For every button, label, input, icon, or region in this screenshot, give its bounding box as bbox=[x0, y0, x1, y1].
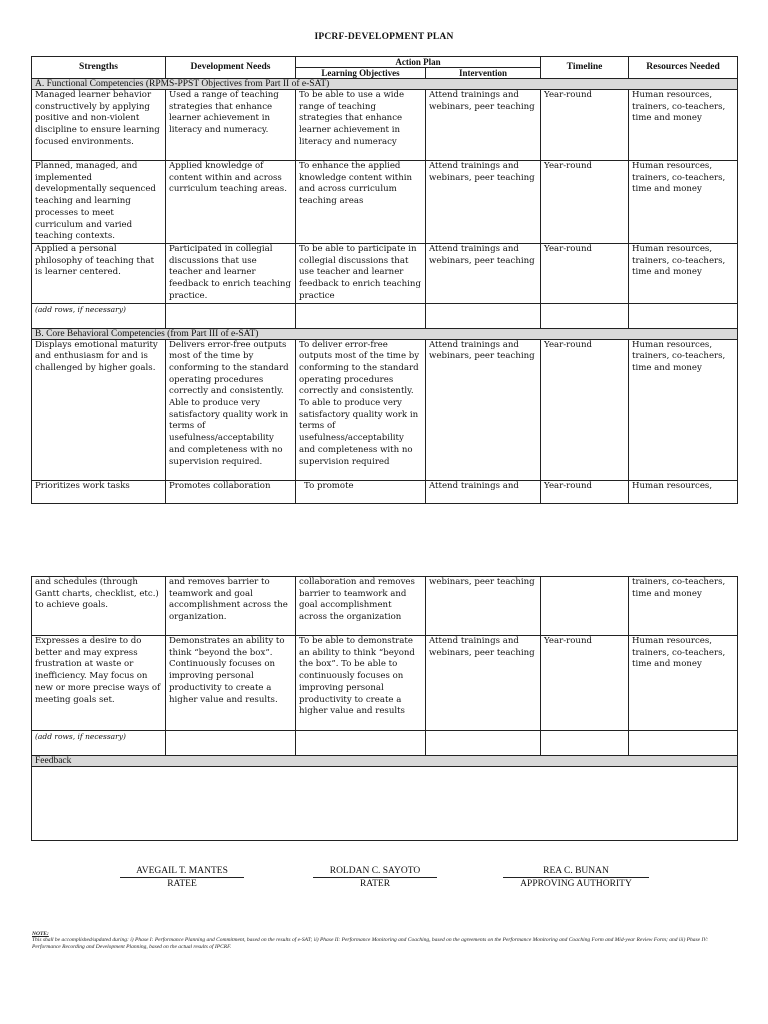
development-need-cell: Participated in collegial discussions that use teacher and learner feedback to enrich teaching practice. bbox=[166, 244, 296, 304]
learning-objective-cell: To promote bbox=[296, 480, 426, 503]
learning-objective-cell: collaboration and removes barrier to teamwork and goal accomplishment across the organization bbox=[296, 577, 426, 636]
timeline-cell bbox=[541, 577, 629, 636]
empty-cell bbox=[296, 731, 426, 756]
strength-cell: Managed learner behavior constructively by applying positive and non-violent discipline to ensure learning focused environments. bbox=[32, 90, 166, 161]
section-b-heading: B. Core Behavioral Competencies (from Part III of e-SAT) bbox=[32, 328, 738, 339]
resources-cell: Human resources, trainers, co-teachers, time and money bbox=[629, 244, 738, 304]
intervention-cell: Attend trainings and webinars, peer teaching bbox=[426, 161, 541, 244]
empty-cell bbox=[629, 731, 738, 756]
ratee-name: AVEGAIL T. MANTES bbox=[120, 866, 244, 878]
empty-cell bbox=[541, 731, 629, 756]
strength-cell: Planned, managed, and implemented developmentally sequenced teaching and learning processes to meet curriculum and varied teaching contexts. bbox=[32, 161, 166, 244]
approving-authority-role: APPROVING AUTHORITY bbox=[520, 879, 632, 889]
development-need-cell: and removes barrier to teamwork and goal accomplishment across the organization. bbox=[166, 577, 296, 636]
signature-approving-authority bbox=[503, 866, 649, 889]
timeline-cell: Year-round bbox=[541, 161, 629, 244]
footnote-text: This shall be accomplished/updated during: i) Phase I: Performance Planning and Commitment, based on the results of e-SAT; ii) Phase II: Performance Monitoring and Coaching, based on the agreements on the Performance Monitoring and Coaching Form and Mid-year Review Form; and iii) Phase IV: Performance Recording and Development Planning, based on the actual results of IPCRF. bbox=[32, 937, 709, 950]
rater-role: RATER bbox=[359, 879, 391, 889]
signature-rater bbox=[313, 866, 437, 889]
rater-name: ROLDAN C. SAYOTO bbox=[313, 866, 437, 878]
learning-objective-cell: To be able to use a wide range of teaching strategies that enhance learner achievement in literacy and numeracy bbox=[296, 90, 426, 161]
table-row bbox=[32, 480, 738, 503]
learning-objective-cell: To deliver error-free outputs most of the time by conforming to the standard operating procedures correctly and consistently. To able to produce very satisfactory quality work in terms of usefulness/acceptability and completeness with no supervision required bbox=[296, 339, 426, 480]
strength-cell: Applied a personal philosophy of teaching that is learner centered. bbox=[32, 244, 166, 304]
empty-cell bbox=[166, 303, 296, 328]
signature-ratee bbox=[120, 866, 244, 889]
intervention-cell: Attend trainings and webinars, peer teaching bbox=[426, 244, 541, 304]
footnote bbox=[32, 931, 732, 950]
strength-cell: and schedules (through Gantt charts, checklist, etc.) to achieve goals. bbox=[32, 577, 166, 636]
add-rows-note: (add rows, if necessary) bbox=[32, 303, 166, 328]
add-rows-note: (add rows, if necessary) bbox=[32, 731, 166, 756]
timeline-cell: Year-round bbox=[541, 480, 629, 503]
intervention-cell: Attend trainings and webinars, peer teaching bbox=[426, 636, 541, 731]
empty-cell bbox=[296, 303, 426, 328]
timeline-cell: Year-round bbox=[541, 636, 629, 731]
resources-cell: Human resources, bbox=[629, 480, 738, 503]
development-need-cell: Used a range of teaching strategies that enhance learner achievement in literacy and numeracy. bbox=[166, 90, 296, 161]
header-learning-objectives: Learning Objectives bbox=[296, 68, 426, 79]
intervention-cell: webinars, peer teaching bbox=[426, 577, 541, 636]
header-intervention: Intervention bbox=[426, 68, 541, 79]
timeline-cell: Year-round bbox=[541, 90, 629, 161]
empty-cell bbox=[629, 303, 738, 328]
table-row bbox=[32, 577, 738, 636]
empty-cell bbox=[426, 731, 541, 756]
development-need-cell: Promotes collaboration bbox=[166, 480, 296, 503]
intervention-cell: Attend trainings and webinars, peer teaching bbox=[426, 90, 541, 161]
ratee-role: RATEE bbox=[167, 879, 197, 889]
feedback-box bbox=[32, 767, 738, 841]
table-row bbox=[32, 636, 738, 731]
table-row bbox=[32, 161, 738, 244]
empty-cell bbox=[426, 303, 541, 328]
header-development-needs: Development Needs bbox=[166, 57, 296, 79]
resources-cell: Human resources, trainers, co-teachers, time and money bbox=[629, 339, 738, 480]
development-need-cell: Delivers error-free outputs most of the time by conforming to the standard operating procedures correctly and consistently. Able to produce very satisfactory quality work in terms of usefulness/acceptability and completeness with no supervision required. bbox=[166, 339, 296, 480]
resources-cell: Human resources, trainers, co-teachers, time and money bbox=[629, 636, 738, 731]
footnote-label: NOTE: bbox=[32, 931, 49, 937]
development-plan-table bbox=[31, 56, 738, 504]
header-strengths: Strengths bbox=[32, 57, 166, 79]
learning-objective-cell: To be able to participate in collegial discussions that use teacher and learner feedback to enrich teaching practice bbox=[296, 244, 426, 304]
timeline-cell: Year-round bbox=[541, 244, 629, 304]
intervention-cell: Attend trainings and webinars, peer teaching bbox=[426, 339, 541, 480]
approving-authority-name: REA C. BUNAN bbox=[503, 866, 649, 878]
empty-cell bbox=[166, 731, 296, 756]
table-row bbox=[32, 339, 738, 480]
strength-cell: Prioritizes work tasks bbox=[32, 480, 166, 503]
resources-cell: Human resources, trainers, co-teachers, time and money bbox=[629, 161, 738, 244]
page-title: IPCRF-DEVELOPMENT PLAN bbox=[314, 32, 454, 42]
table-row bbox=[32, 90, 738, 161]
section-a-heading: A. Functional Competencies (RPMS-PPST Objectives from Part II of e-SAT) bbox=[32, 79, 738, 90]
table-row bbox=[32, 244, 738, 304]
learning-objective-cell: To be able to demonstrate an ability to think “beyond the box”. To be able to continuously focuses on improving personal productivity to create a higher value and results bbox=[296, 636, 426, 731]
feedback-heading: Feedback bbox=[32, 756, 738, 767]
resources-cell: trainers, co-teachers, time and money bbox=[629, 577, 738, 636]
intervention-cell: Attend trainings and bbox=[426, 480, 541, 503]
header-action-plan: Action Plan bbox=[296, 57, 541, 68]
header-timeline: Timeline bbox=[541, 57, 629, 79]
strength-cell: Displays emotional maturity and enthusiasm for and is challenged by higher goals. bbox=[32, 339, 166, 480]
header-resources-needed: Resources Needed bbox=[629, 57, 738, 79]
empty-cell bbox=[541, 303, 629, 328]
add-rows-row bbox=[32, 303, 738, 328]
add-rows-row bbox=[32, 731, 738, 756]
development-plan-table-continued bbox=[31, 576, 738, 841]
timeline-cell: Year-round bbox=[541, 339, 629, 480]
development-need-cell: Applied knowledge of content within and across curriculum teaching areas. bbox=[166, 161, 296, 244]
learning-objective-cell: To enhance the applied knowledge content within and across curriculum teaching areas bbox=[296, 161, 426, 244]
resources-cell: Human resources, trainers, co-teachers, time and money bbox=[629, 90, 738, 161]
strength-cell: Expresses a desire to do better and may express frustration at waste or inefficiency. May focus on new or more precise ways of meeting goals set. bbox=[32, 636, 166, 731]
development-need-cell: Demonstrates an ability to think “beyond the box”. Continuously focuses on improving personal productivity to create a higher value and results. bbox=[166, 636, 296, 731]
